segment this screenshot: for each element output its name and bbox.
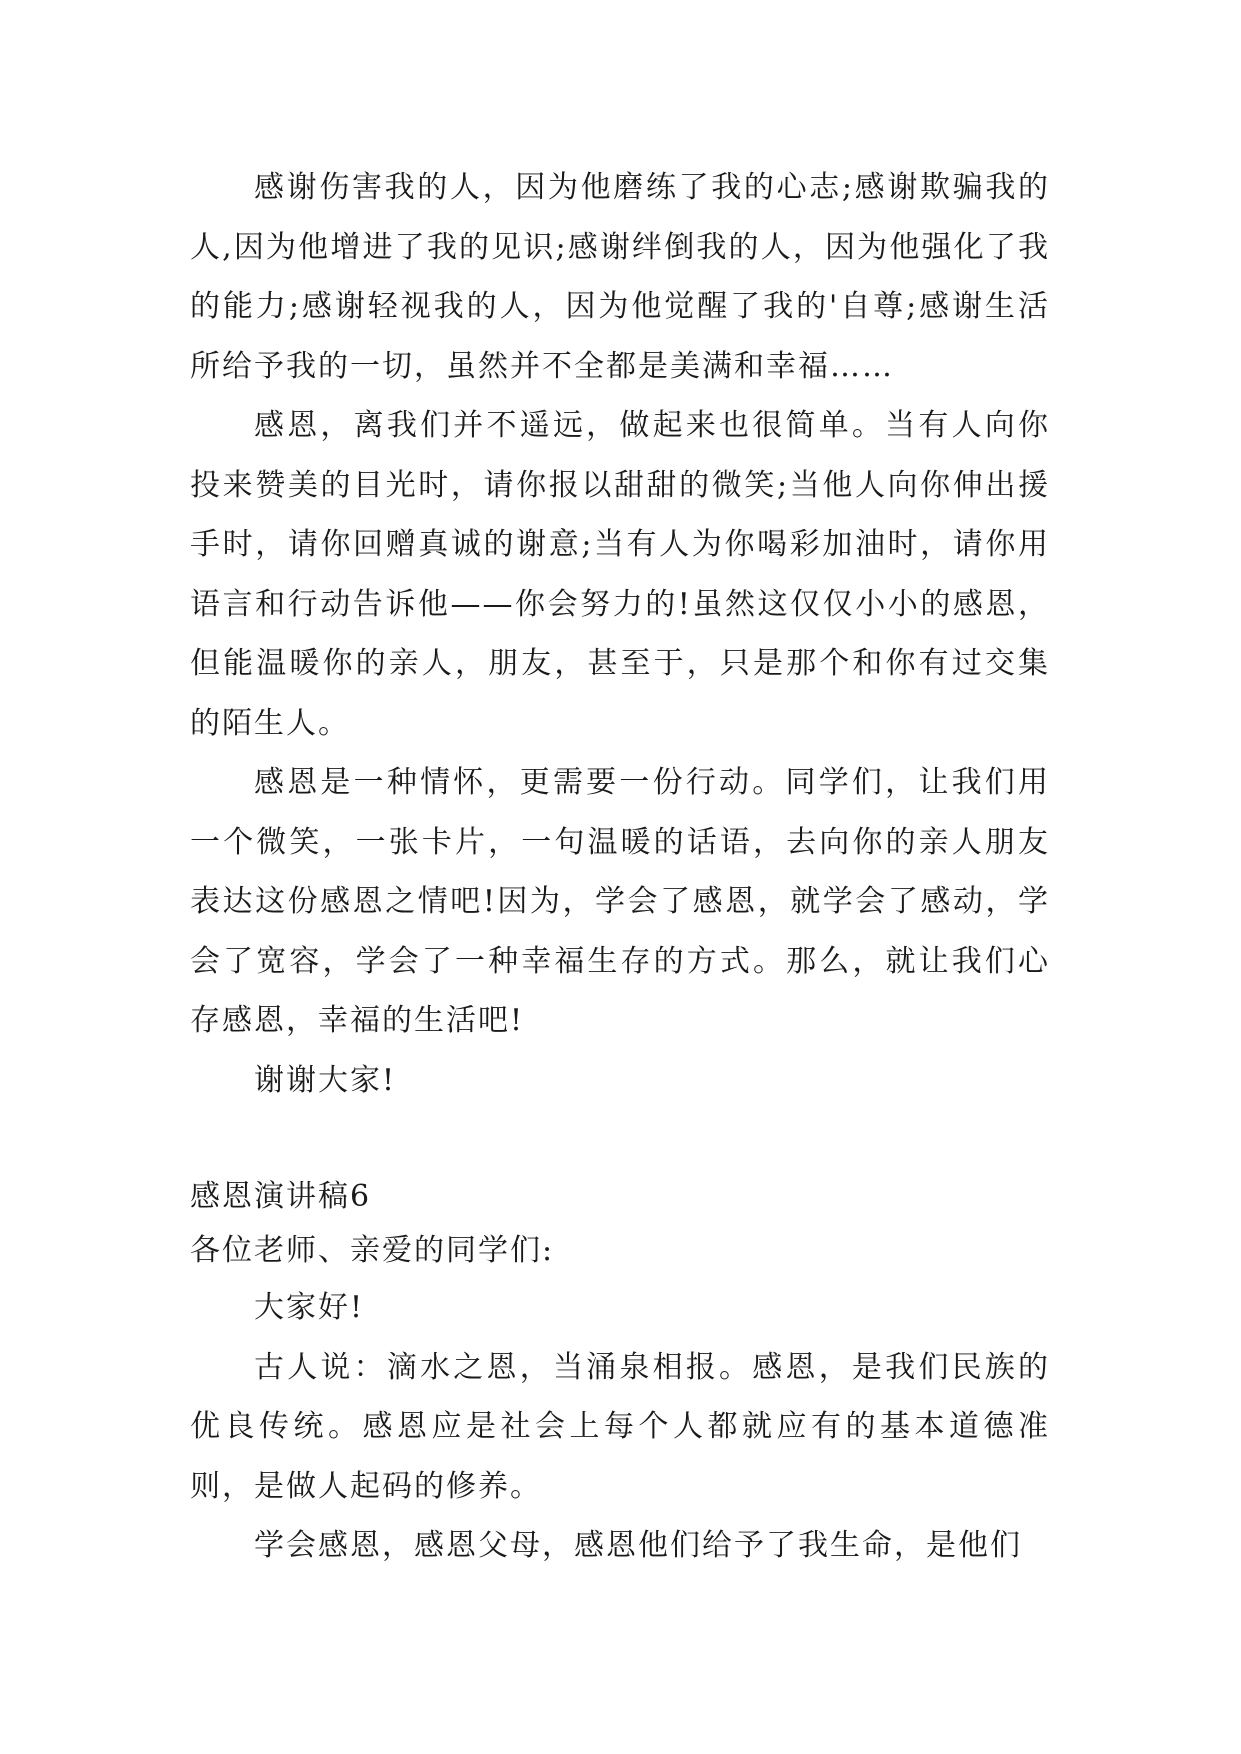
salutation: 各位老师、亲爱的同学们:: [190, 1233, 555, 1268]
closing-thanks: 谢谢大家!: [254, 1062, 397, 1098]
paragraph-gratitude-list: 感谢伤害我的人，因为他磨练了我的心志;感谢欺骗我的人,因为他增进了我的见识;感谢绊倒我的人，因为他强化了我的能力;感谢轻视我的人，因为他觉醒了我的'自尊;感谢生活所给予我的一切，虽然并不全都是美满和幸福……: [190, 170, 1050, 384]
section-spacer: [190, 1110, 1050, 1170]
paragraph-gratitude-simple: 感恩，离我们并不遥远，做起来也很简单。当有人向你投来赞美的目光时，请你报以甜甜的微笑;当他人向你伸出援手时，请你回赠真诚的谢意;当有人为你喝彩加油时，请你用语言和行动告诉他——你会努力的!虽然这仅仅小小的感恩，但能温暖你的亲人，朋友，甚至于，只是那个和你有过交集的陌生人。: [190, 408, 1050, 741]
document-body: [190, 158, 1050, 1576]
paragraph-thank-parents: 学会感恩，感恩父母，感恩他们给予了我生命，是他们: [254, 1528, 1022, 1563]
greeting: 大家好!: [254, 1290, 365, 1325]
paragraph-ancient-saying: 古人说：滴水之恩，当涌泉相报。感恩，是我们民族的优良传统。感恩应是社会上每个人都就应有的基本道德准则，是做人起码的修养。: [190, 1349, 1050, 1504]
paragraph-gratitude-action: 感恩是一种情怀，更需要一份行动。同学们，让我们用一个微笑，一张卡片，一句温暖的话语，去向你的亲人朋友表达这份感恩之情吧!因为，学会了感恩，就学会了感动，学会了宽容，学会了一种幸福生存的方式。那么，就让我们心存感恩，幸福的生活吧!: [190, 765, 1050, 1038]
section-title: 感恩演讲稿6: [190, 1179, 372, 1214]
